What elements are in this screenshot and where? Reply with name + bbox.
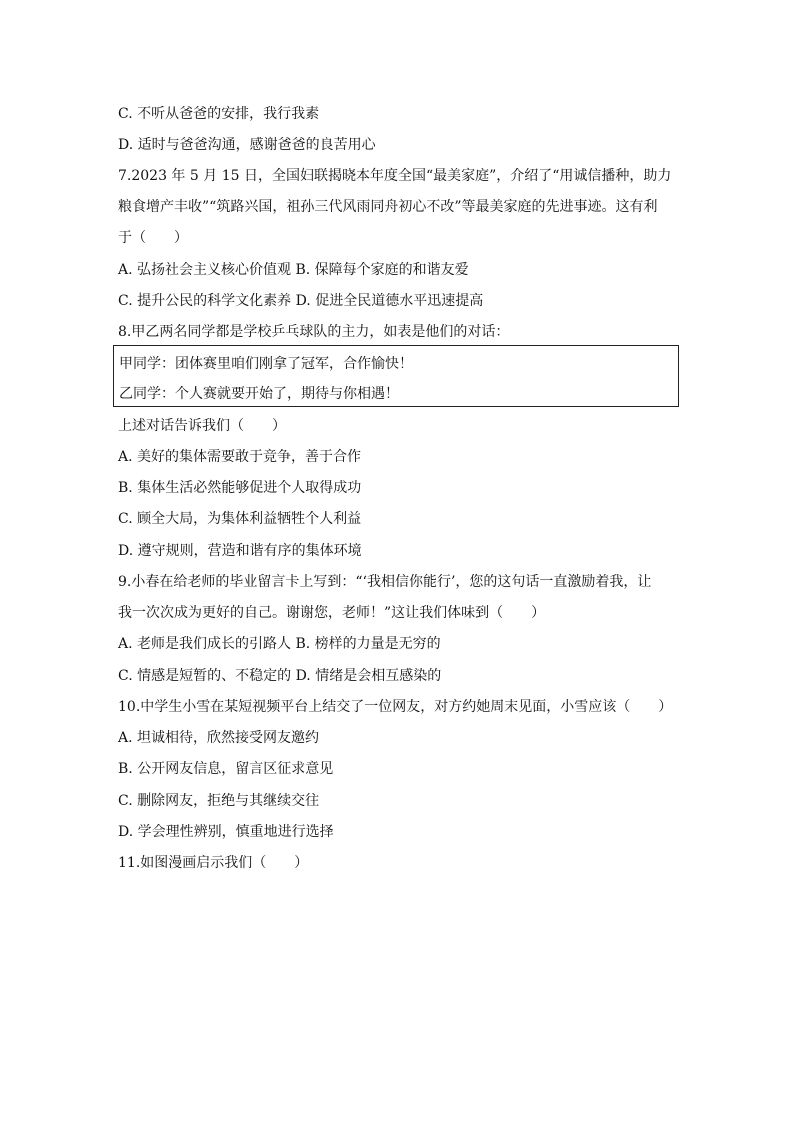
dialog-line-a: 甲同学：团体赛里咱们刚拿了冠军，合作愉快！ [119,356,413,372]
q10-option-a: A. 坦诚相待，欣然接受网友邀约 [118,730,320,746]
q8-option-b: B. 集体生活必然能够促进个人取得成功 [118,480,362,496]
q10-option-b: B. 公开网友信息，留言区征求意见 [118,761,334,777]
q9-options-cd: C. 情感是短暂的、不稳定的 D. 情绪是会相互感染的 [118,668,442,684]
q6-option-c: C. 不听从爸爸的安排，我行我素 [118,106,320,122]
dialog-table [113,345,679,407]
q8-question: 上述对话告诉我们（ ） [118,418,286,434]
q8-option-c: C. 顾全大局，为集体利益牺牲个人利益 [118,511,362,527]
q7-options-cd: C. 提升公民的科学文化素养 D. 促进全民道德水平迅速提高 [118,293,484,309]
q8-option-a: A. 美好的集体需要敢于竞争，善于合作 [118,449,362,465]
q8-stem: 8.甲乙两名同学都是学校乒乓球队的主力，如表是他们的对话： [118,324,510,340]
q11-stem: 11.如图漫画启示我们（ ） [118,855,309,871]
q7-stem-line-3: 于（ ） [118,230,188,246]
q9-options-ab: A. 老师是我们成长的引路人 B. 榜样的力量是无穷的 [118,636,441,652]
q9-stem-line-2: 我一次次成为更好的自己。谢谢您，老师！”这让我们体味到（ ） [118,605,546,621]
q9-stem-line-1: 9.小春在给老师的毕业留言卡上写到：“‘我相信你能行’，您的这句话一直激励着我，让 [118,574,652,590]
q8-option-d: D. 遵守规则，营造和谐有序的集体环境 [118,543,362,559]
q10-option-d: D. 学会理性辨别，慎重地进行选择 [118,824,334,840]
q7-stem-line-1: 7.2023 年 5 月 15 日，全国妇联揭晓本年度全国“最美家庭”，介绍了“用诚信播种，助力 [118,168,672,184]
q7-stem-line-2: 粮食增产丰收”“筑路兴国，祖孙三代风雨同舟初心不改”等最美家庭的先进事迹。这有利 [118,199,658,215]
dialog-line-b: 乙同学：个人赛就要开始了，期待与你相遇！ [119,386,399,402]
q7-options-ab: A. 弘扬社会主义核心价值观 B. 保障每个家庭的和谐友爱 [118,262,469,278]
q10-option-c: C. 删除网友，拒绝与其继续交往 [118,793,320,809]
q10-stem: 10.中学生小雪在某短视频平台上结交了一位网友，对方约她周末见面，小雪应该（ ） [118,699,673,715]
q6-option-d: D. 适时与爸爸沟通，感谢爸爸的良苦用心 [118,137,376,153]
